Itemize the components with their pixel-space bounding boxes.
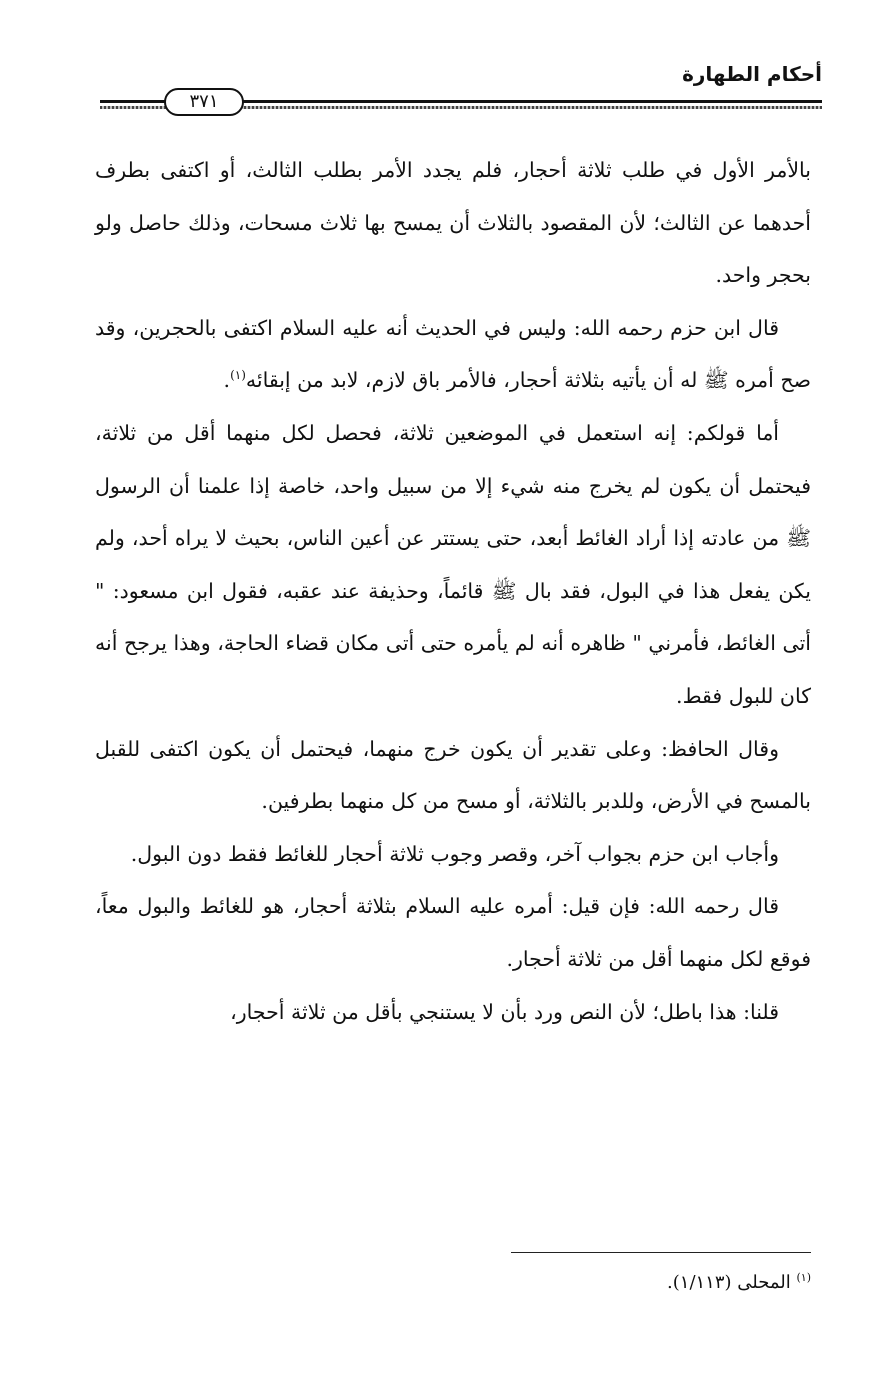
footnote-mark: (١)	[796, 1271, 811, 1284]
paragraph-2: قال ابن حزم رحمه الله: وليس في الحديث أنه عليه السلام اكتفى بالحجرين، وقد صح أمره ﷺ له أن يأتيه بثلاثة أحجار، فالأمر باق لازم، لابد من إبقائه$^{(١)}$.	[95, 315, 811, 393]
paragraph-7: قلنا: هذا باطل؛ لأن النص ورد بأن لا يستنجي بأقل من ثلاثة أحجار،	[230, 999, 779, 1024]
paragraph-6: قال رحمه الله: فإن قيل: أمره عليه السلام بثلاثة أحجار، هو للغائط والبول معاً، فوقع لكل منهما أقل من ثلاثة أحجار.	[95, 894, 811, 971]
footnote-divider	[511, 1252, 811, 1253]
paragraph-3: أما قولكم: إنه استعمل في الموضعين ثلاثة، فحصل لكل منهما أقل من ثلاثة، فيحتمل أن يكون لم يخرج منه شيء إلا من سبيل واحد، خاصة إذا علمنا أن الرسول ﷺ من عادته إذا أراد الغائط أبعد، حتى يستتر عن أعين الناس، بحيث لا يراه أحد، ولم يكن يفعل هذا في البول، فقد بال ﷺ قائماً، وحذيفة عند عقبه، فقول ابن مسعود: " أتى الغائط، فأمرني " ظاهره أنه لم يأمره حتى أتى مكان قضاء الحاجة، وهذا يرجح أنه كان للبول فقط.	[95, 420, 812, 708]
footnote-text: المحلى (١/١١٣).	[667, 1272, 791, 1293]
footnote	[95, 1268, 811, 1298]
page-number: ٣٧١	[164, 88, 244, 116]
page-body	[95, 144, 811, 1038]
book-title: أحكام الطهارة	[682, 62, 822, 86]
paragraph-1: بالأمر الأول في طلب ثلاثة أحجار، فلم يجدد الأمر بطلب الثالث، أو اكتفى بطرف أحدهما عن الثالث؛ لأن المقصود بالثلاث أن يمسح بها ثلاث مسحات، وذلك حاصل ولو بحجر واحد.	[95, 158, 811, 288]
paragraph-5: وأجاب ابن حزم بجواب آخر، وقصر وجوب ثلاثة أحجار للغائط فقط دون البول.	[130, 841, 779, 866]
page-header	[100, 58, 822, 114]
footnote-reference: (١)	[230, 368, 246, 383]
paragraph-4: وقال الحافظ: وعلى تقدير أن يكون خرج منهما، فيحتمل أن يكون اكتفى للقبل بالمسح في الأرض، وللدبر بالثلاثة، أو مسح من كل منهما بطرفين.	[95, 736, 811, 814]
